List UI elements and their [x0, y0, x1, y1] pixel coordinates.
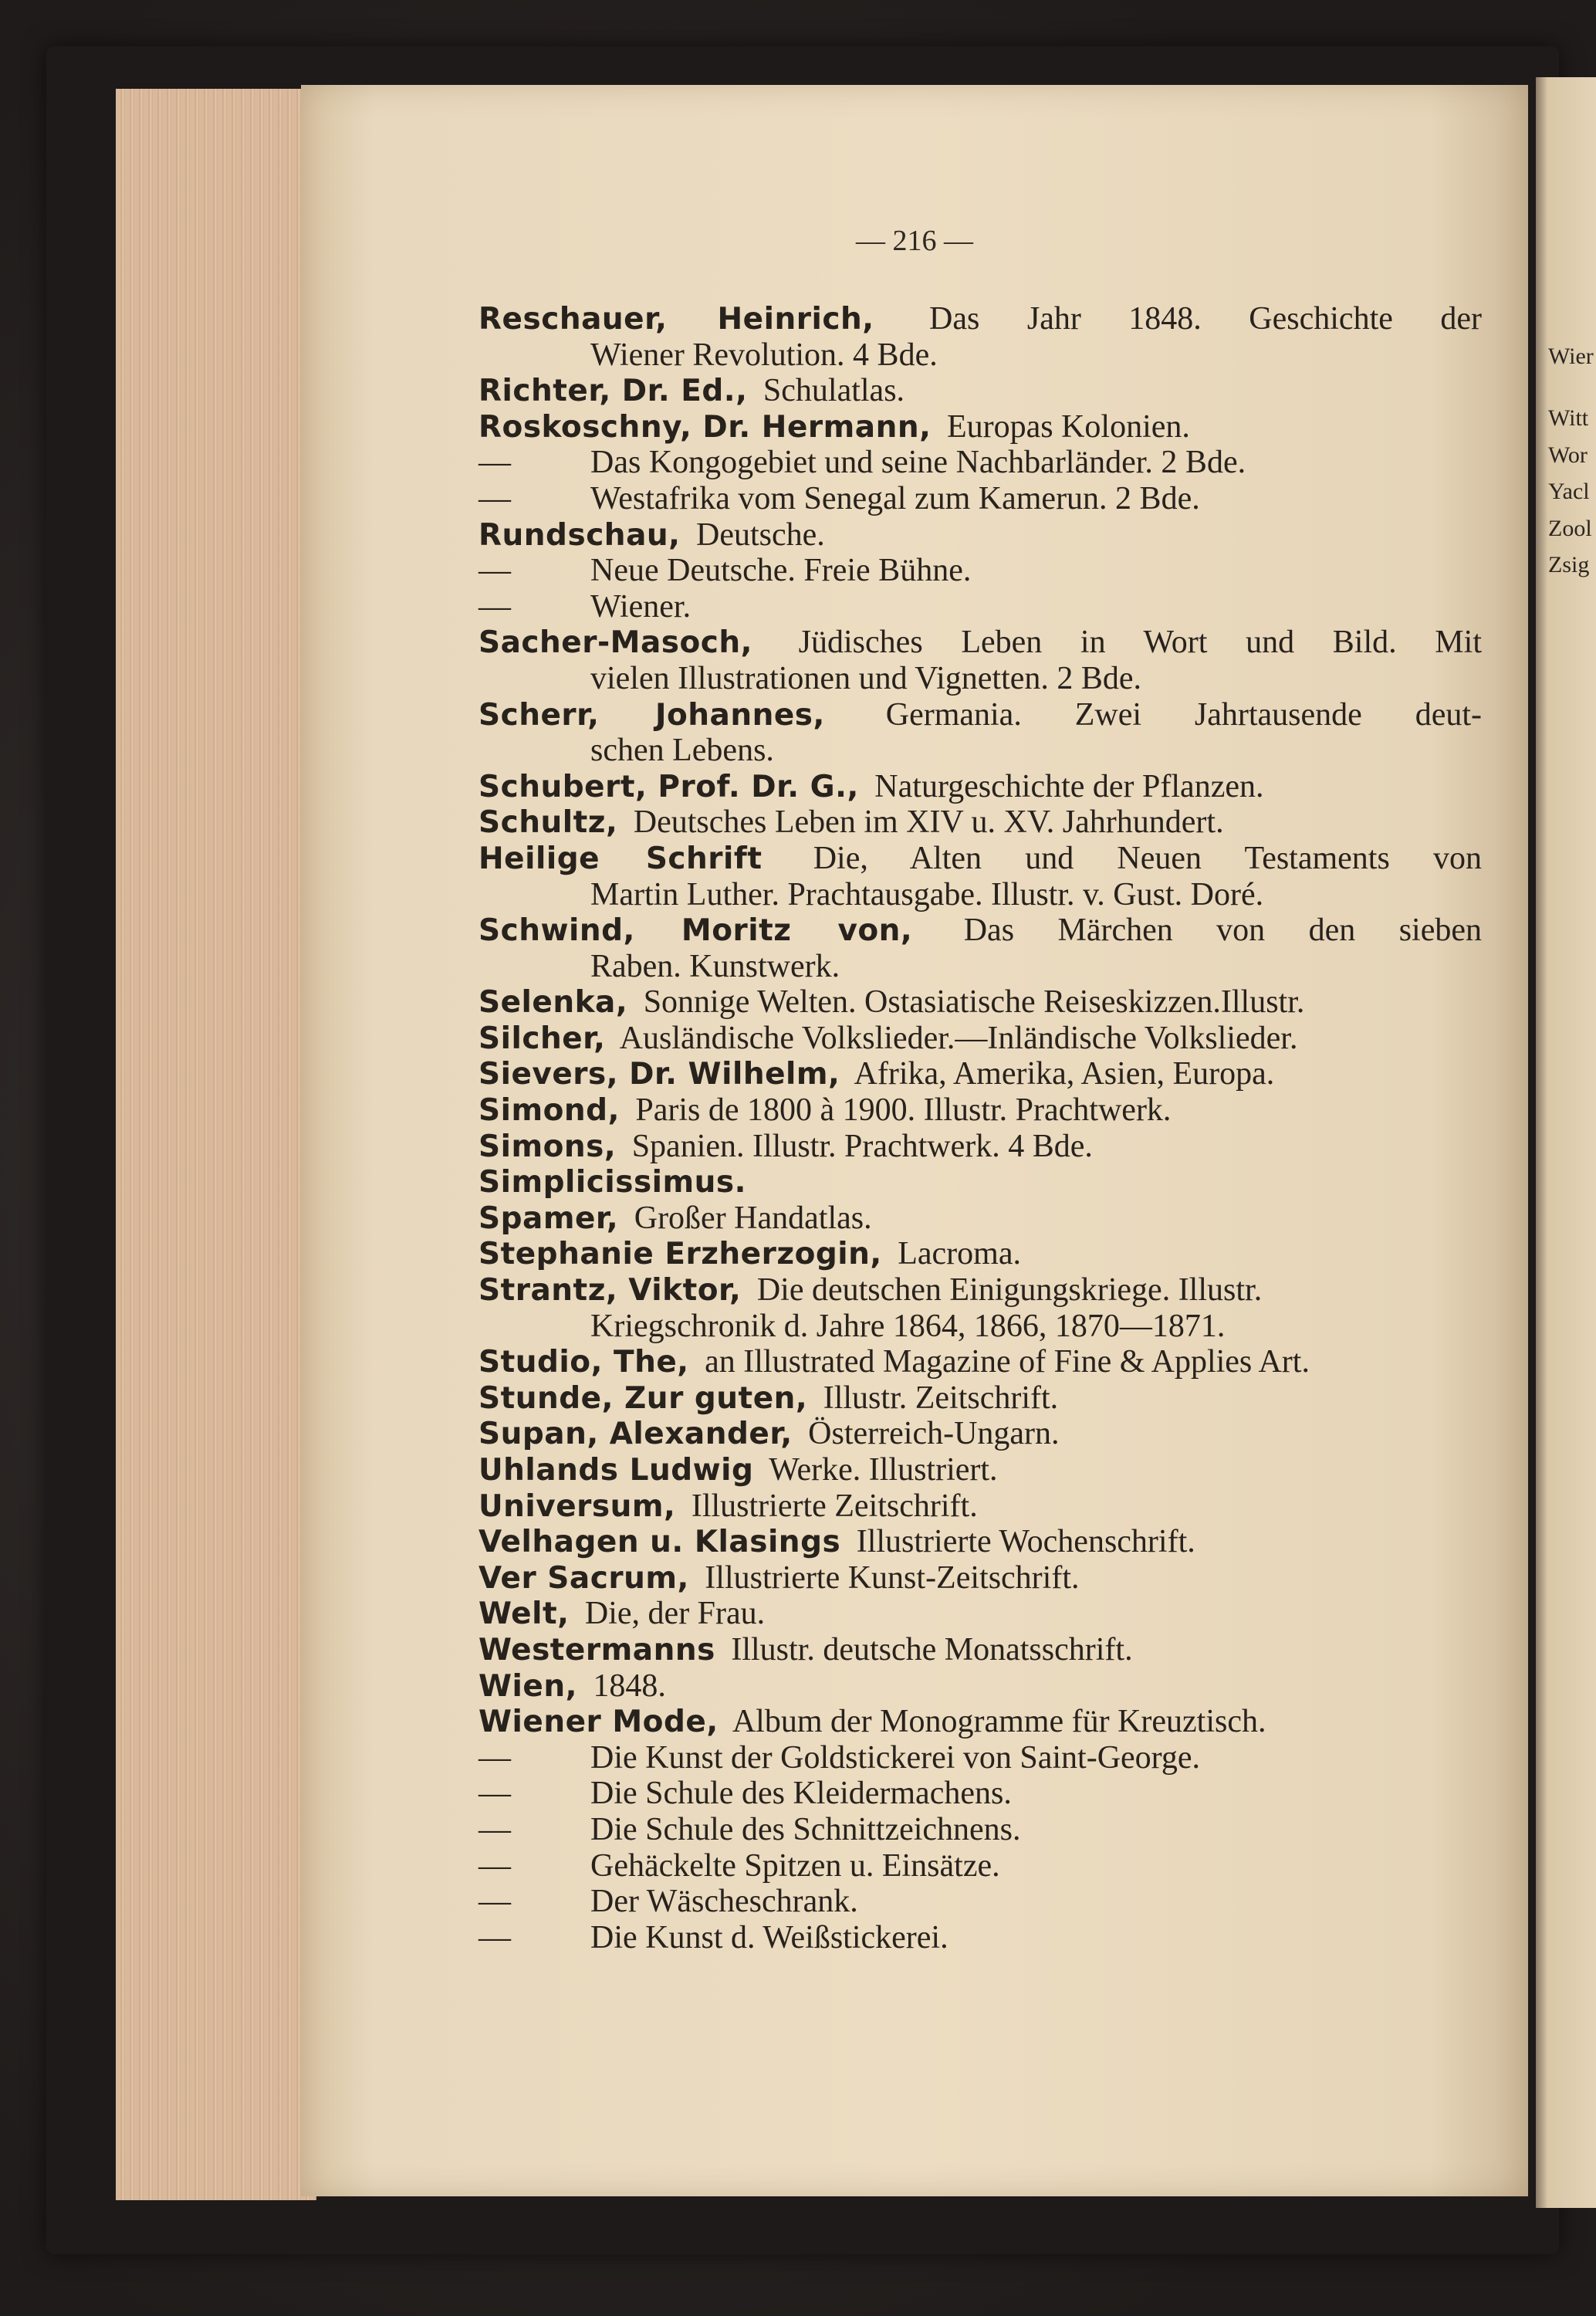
entry-title: Album der Monogramme für Kreuztisch. — [732, 1704, 1266, 1740]
entry-title: Illustrierte Kunst-Zeitschrift. — [705, 1559, 1080, 1596]
entry-author: Sacher-Masoch, — [478, 625, 752, 661]
entry-subitem — [478, 1776, 1482, 1812]
entry-author: Strantz, Viktor, — [478, 1273, 742, 1309]
entry-title: Deutsche. — [695, 516, 825, 553]
entry-title: Raben. Kunstwerk. — [590, 948, 840, 984]
entry-title: Gehäckelte Spitzen u. Einsätze. — [590, 1847, 1000, 1884]
entry-title: Der Wäscheschrank. — [590, 1884, 858, 1920]
catalog-entry — [478, 517, 1482, 554]
entry-author: Reschauer, Heinrich, — [478, 302, 874, 337]
entry-title: Kriegschronik d. Jahre 1864, 1866, 1870—1871. — [590, 1308, 1226, 1344]
catalog-entry — [478, 1056, 1482, 1092]
entry-title: Germania. Zwei Jahrtausende deut- — [885, 696, 1482, 733]
catalog-entry — [478, 409, 1482, 445]
entry-author: Selenka, — [478, 985, 628, 1021]
entry-author: Uhlands Ludwig — [478, 1453, 754, 1488]
entry-author: Welt, — [478, 1596, 570, 1632]
catalog-entry — [478, 1668, 1482, 1705]
catalog-entry — [478, 373, 1482, 409]
entry-continuation — [478, 877, 1482, 913]
entry-title: Europas Kolonien. — [946, 408, 1190, 445]
entry-subitem — [478, 1740, 1482, 1776]
entry-title: Schulatlas. — [762, 373, 905, 409]
entry-author: Richter, Dr. Ed., — [478, 374, 748, 409]
ditto-dash: — — [478, 1847, 511, 1884]
entry-title: an Illustrated Magazine of Fine & Applies Art. — [705, 1344, 1310, 1380]
entry-author: Schultz, — [478, 805, 618, 841]
ditto-dash: — — [478, 1919, 511, 1955]
entry-subitem — [478, 481, 1482, 517]
entry-author: Wien, — [478, 1668, 577, 1704]
entry-title: Jüdisches Leben in Wort und Bild. Mit — [798, 625, 1482, 661]
entry-author: Supan, Alexander, — [478, 1417, 793, 1452]
entry-continuation — [478, 949, 1482, 985]
entry-title: Das Märchen von den sieben — [963, 913, 1483, 949]
ditto-dash: — — [478, 588, 511, 625]
catalog-entry — [478, 301, 1482, 337]
adjacent-page-word: Zsig — [1548, 552, 1590, 577]
entry-author: Stunde, Zur guten, — [478, 1380, 808, 1416]
entry-author: Schwind, Moritz von, — [478, 913, 913, 949]
catalog-entry — [478, 1452, 1482, 1488]
entry-author: Sievers, Dr. Wilhelm, — [478, 1057, 840, 1092]
catalog-entry — [478, 1596, 1482, 1632]
entry-title: Sonnige Welten. Ostasiatische Reiseskizzen.Illustr. — [643, 984, 1305, 1021]
catalog-entry — [478, 625, 1482, 661]
entry-subitem — [478, 1812, 1482, 1848]
entry-title: Die Kunst der Goldstickerei von Saint-George. — [590, 1739, 1201, 1776]
catalog-entry — [478, 697, 1482, 733]
entry-author: Schubert, Prof. Dr. G., — [478, 769, 859, 804]
entry-author: Simons, — [478, 1129, 617, 1164]
entry-title: Wiener Revolution. 4 Bde. — [590, 337, 938, 373]
catalog-entry — [478, 1524, 1482, 1560]
catalog-entry — [478, 1704, 1482, 1740]
ditto-dash: — — [478, 445, 511, 481]
catalog-entry — [478, 1129, 1482, 1165]
entry-author: Studio, The, — [478, 1345, 689, 1380]
entry-subitem — [478, 1848, 1482, 1884]
entry-subitem — [478, 1920, 1482, 1956]
catalog-entries — [478, 301, 1482, 1955]
entry-title: Deutsches Leben im XIV u. XV. Jahrhundert. — [633, 804, 1224, 841]
entry-author: Simplicissimus. — [478, 1165, 746, 1200]
catalog-entry — [478, 984, 1482, 1021]
page-number: — 216 — — [856, 225, 973, 257]
entry-title: Illustrierte Zeitschrift. — [691, 1488, 978, 1524]
entry-title: 1848. — [593, 1668, 666, 1704]
adjacent-page-word: Yacl — [1548, 479, 1590, 504]
entry-author: Universum, — [478, 1488, 676, 1524]
entry-title: Afrika, Amerika, Asien, Europa. — [854, 1056, 1275, 1092]
entry-title: Die, Alten und Neuen Testaments von — [813, 840, 1483, 876]
entry-title: Das Jahr 1848. Geschichte der — [929, 301, 1483, 337]
entry-title: Westafrika vom Senegal zum Kamerun. 2 Bde. — [590, 480, 1200, 516]
catalog-entry — [478, 1200, 1482, 1237]
page-edges — [116, 89, 316, 2200]
entry-author: Westermanns — [478, 1632, 715, 1668]
entry-author: Simond, — [478, 1093, 620, 1129]
entry-title: Illustr. deutsche Monatsschrift. — [731, 1631, 1133, 1668]
adjacent-page-word: Zool — [1548, 516, 1592, 541]
entry-author: Ver Sacrum, — [478, 1560, 689, 1596]
entry-title: Großer Handatlas. — [634, 1200, 872, 1236]
entry-subitem — [478, 589, 1482, 625]
entry-title: Ausländische Volkslieder.—Inländische Volkslieder. — [619, 1020, 1298, 1056]
entry-title: Das Kongogebiet und seine Nachbarländer. 2 Bde. — [590, 445, 1246, 481]
entry-author: Roskoschny, Dr. Hermann, — [478, 409, 932, 445]
entry-continuation — [478, 1309, 1482, 1345]
ditto-dash: — — [478, 480, 511, 516]
entry-title: Die Schule des Schnittzeichnens. — [590, 1811, 1021, 1847]
entry-title: Die, der Frau. — [584, 1596, 766, 1632]
catalog-entry — [478, 1344, 1482, 1380]
entry-author: Stephanie Erzherzogin, — [478, 1237, 882, 1272]
entry-title: Spanien. Illustr. Prachtwerk. 4 Bde. — [631, 1128, 1093, 1164]
ditto-dash: — — [478, 1739, 511, 1776]
entry-title: Die Schule des Kleidermachens. — [590, 1776, 1012, 1812]
catalog-entry — [478, 1380, 1482, 1417]
entry-author: Scherr, Johannes, — [478, 697, 825, 733]
catalog-entry — [478, 1560, 1482, 1596]
entry-author: Heilige Schrift — [478, 841, 762, 876]
adjacent-page-edge — [1536, 77, 1596, 2208]
catalog-entry — [478, 1632, 1482, 1668]
adjacent-page-word: Wor — [1548, 442, 1588, 468]
entry-title: Lacroma. — [898, 1236, 1021, 1272]
catalog-entry — [478, 913, 1482, 949]
entry-continuation — [478, 661, 1482, 697]
entry-author: Wiener Mode, — [478, 1705, 719, 1740]
catalog-entry — [478, 1272, 1482, 1309]
entry-subitem — [478, 1884, 1482, 1920]
catalog-entry — [478, 1164, 1482, 1200]
catalog-entry — [478, 804, 1482, 841]
ditto-dash: — — [478, 1811, 511, 1847]
catalog-entry — [478, 1416, 1482, 1452]
entry-title: Die Kunst d. Weißstickerei. — [590, 1919, 948, 1955]
ditto-dash: — — [478, 1884, 511, 1920]
entry-continuation — [478, 337, 1482, 374]
entry-subitem — [478, 445, 1482, 481]
entry-title: Illustr. Zeitschrift. — [823, 1380, 1059, 1416]
adjacent-page-word: Witt — [1548, 405, 1589, 431]
entry-subitem — [478, 553, 1482, 589]
ditto-dash: — — [478, 1776, 511, 1812]
entry-title: Werke. Illustriert. — [769, 1452, 998, 1488]
entry-author: Spamer, — [478, 1200, 619, 1236]
catalog-entry — [478, 1236, 1482, 1272]
catalog-entry — [478, 1488, 1482, 1525]
entry-title: Illustrierte Wochenschrift. — [856, 1524, 1195, 1560]
entry-author: Rundschau, — [478, 517, 681, 553]
entry-title: Neue Deutsche. Freie Bühne. — [590, 553, 972, 589]
entry-title: Österreich-Ungarn. — [808, 1416, 1060, 1452]
entry-title: Die deutschen Einigungskriege. Illustr. — [756, 1272, 1263, 1309]
adjacent-page-word: Wier — [1548, 344, 1594, 369]
entry-title: Wiener. — [590, 588, 691, 625]
ditto-dash: — — [478, 553, 511, 589]
entry-title: schen Lebens. — [590, 733, 774, 769]
entry-author: Velhagen u. Klasings — [478, 1525, 841, 1560]
entry-continuation — [478, 733, 1482, 769]
catalog-entry — [478, 1092, 1482, 1129]
entry-author: Silcher, — [478, 1021, 606, 1056]
catalog-entry — [478, 841, 1482, 877]
catalog-entry — [478, 1021, 1482, 1057]
catalog-entry — [478, 769, 1482, 805]
entry-title: Naturgeschichte der Pflanzen. — [874, 768, 1264, 804]
entry-title: Martin Luther. Prachtausgabe. Illustr. v. Gust. Doré. — [590, 876, 1264, 913]
entry-title: vielen Illustrationen und Vignetten. 2 Bde. — [590, 660, 1142, 696]
entry-title: Paris de 1800 à 1900. Illustr. Prachtwerk. — [635, 1092, 1172, 1129]
